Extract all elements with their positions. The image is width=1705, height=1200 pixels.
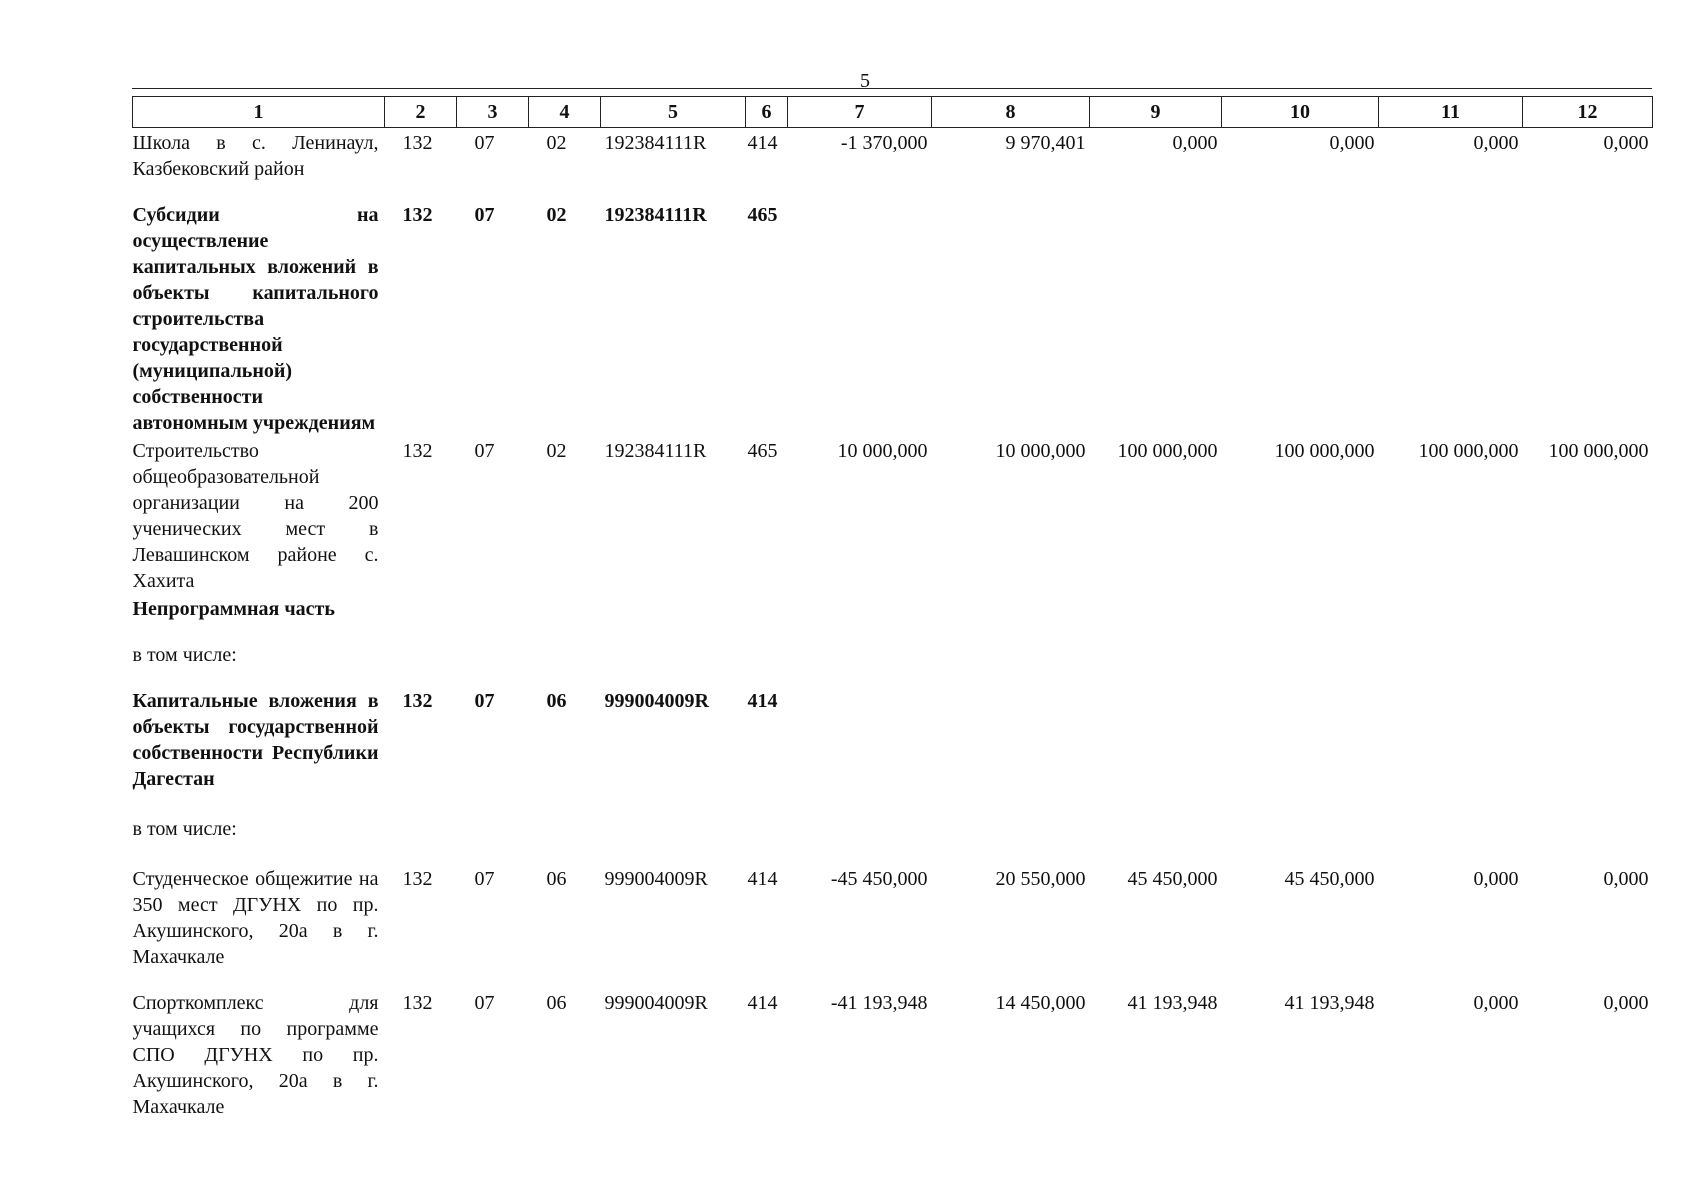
cell-col10: 41 193,948 [1284,992,1375,1014]
table-row [133,436,1653,594]
cell-col4: 06 [546,868,567,890]
cell-col4: 06 [546,992,567,1014]
table-header-row [133,97,1653,128]
cell-col8: 14 450,000 [995,992,1086,1014]
table-row [133,128,1653,201]
cell-col10 [1222,686,1379,814]
cell-col8 [932,200,1090,436]
cell-col11: 100 000,000 [1418,440,1519,462]
cell-col9: 100 000,000 [1117,440,1218,462]
page-number: 5 [860,70,870,92]
table-row [133,988,1653,1120]
column-header-5: 5 [601,97,746,128]
cell-col4: 02 [546,204,567,226]
column-header-9: 9 [1090,97,1222,128]
cell-col9: 41 193,948 [1127,992,1218,1014]
row-name: Капитальные вложения в объекты государственной собственности Республики Дагестан [132,690,379,790]
cell-col12: 0,000 [1603,132,1649,154]
cell-col11: 0,000 [1473,132,1519,154]
section-title: Непрограммная часть [132,598,335,620]
cell-col11 [1379,686,1523,814]
row-name: Студенческое общежитие на 350 мест ДГУНХ по пр. Акушинского, 20а в г. Махачкале [132,868,379,968]
cell-col3: 07 [474,868,495,890]
section-subtitle: в том числе: [132,818,237,840]
cell-col7 [788,200,932,436]
row-name: Школа в с. Ленинаул, Казбековский район [132,132,379,180]
column-header-1: 1 [133,97,385,128]
cell-col3: 07 [474,440,495,462]
column-header-12: 12 [1523,97,1653,128]
cell-col2: 132 [402,690,433,712]
cell-col7: -41 193,948 [830,992,928,1014]
cell-col8: 10 000,000 [995,440,1086,462]
cell-col2: 132 [402,992,433,1014]
cell-col12: 100 000,000 [1548,440,1649,462]
cell-col6: 465 [747,440,778,462]
cell-col3: 07 [474,132,495,154]
budget-table [132,96,1653,1120]
cell-col3: 07 [474,992,495,1014]
column-header-7: 7 [788,97,932,128]
section-row [133,640,1653,686]
section-row [133,814,1653,864]
cell-col7: 10 000,000 [837,440,928,462]
cell-col8: 9 970,401 [1005,132,1086,154]
cell-col8: 20 550,000 [995,868,1086,890]
cell-col6: 414 [747,992,778,1014]
cell-col12: 0,000 [1603,992,1649,1014]
cell-col10: 45 450,000 [1284,868,1375,890]
cell-col2: 132 [402,132,433,154]
cell-col9 [1090,200,1222,436]
column-header-4: 4 [529,97,601,128]
cell-col7: -1 370,000 [840,132,928,154]
cell-col5: 999004009R [604,868,708,890]
cell-col8 [932,686,1090,814]
column-header-8: 8 [932,97,1090,128]
cell-col5: 192384111R [604,204,707,226]
cell-col5: 999004009R [604,690,709,712]
table-row [133,864,1653,988]
section-row [133,594,1653,640]
table-row [133,686,1653,814]
cell-col10 [1222,200,1379,436]
cell-col6: 465 [747,204,778,226]
cell-col11 [1379,200,1523,436]
cell-col6: 414 [747,132,778,154]
cell-col7: -45 450,000 [830,868,928,890]
cell-col6: 414 [747,690,778,712]
column-header-3: 3 [457,97,529,128]
cell-col3: 07 [474,690,495,712]
cell-col2: 132 [402,204,433,226]
cell-col4: 02 [546,440,567,462]
row-name: Строительство общеобразовательной организации на 200 ученических мест в Левашинском районе с. Хахита [132,440,379,592]
table-row [133,200,1653,436]
column-header-10: 10 [1222,97,1379,128]
cell-col9 [1090,686,1222,814]
cell-col5: 192384111R [604,440,707,462]
cell-col2: 132 [402,868,433,890]
cell-col2: 132 [402,440,433,462]
cell-col9: 0,000 [1172,132,1218,154]
cell-col12 [1523,686,1653,814]
row-name: Субсидии на осуществление капитальных вложений в объекты капитального строительства государственной (муниципальной) собственности автономным учреждениям [132,204,379,434]
cell-col12 [1523,200,1653,436]
section-subtitle: в том числе: [132,644,237,666]
cell-col4: 06 [546,690,567,712]
cell-col12: 0,000 [1603,868,1649,890]
column-header-11: 11 [1379,97,1523,128]
cell-col9: 45 450,000 [1127,868,1218,890]
row-name: Спорткомплекс для учащихся по программе СПО ДГУНХ по пр. Акушинского, 20а в г. Махачкале [132,992,379,1118]
column-header-2: 2 [385,97,457,128]
cell-col10: 100 000,000 [1274,440,1375,462]
table-top-rule [132,88,1652,89]
cell-col10: 0,000 [1329,132,1375,154]
column-header-6: 6 [746,97,788,128]
cell-col11: 0,000 [1473,992,1519,1014]
cell-col4: 02 [546,132,567,154]
cell-col5: 999004009R [604,992,708,1014]
cell-col7 [788,686,932,814]
cell-col6: 414 [747,868,778,890]
cell-col11: 0,000 [1473,868,1519,890]
cell-col3: 07 [474,204,495,226]
cell-col5: 192384111R [604,132,707,154]
